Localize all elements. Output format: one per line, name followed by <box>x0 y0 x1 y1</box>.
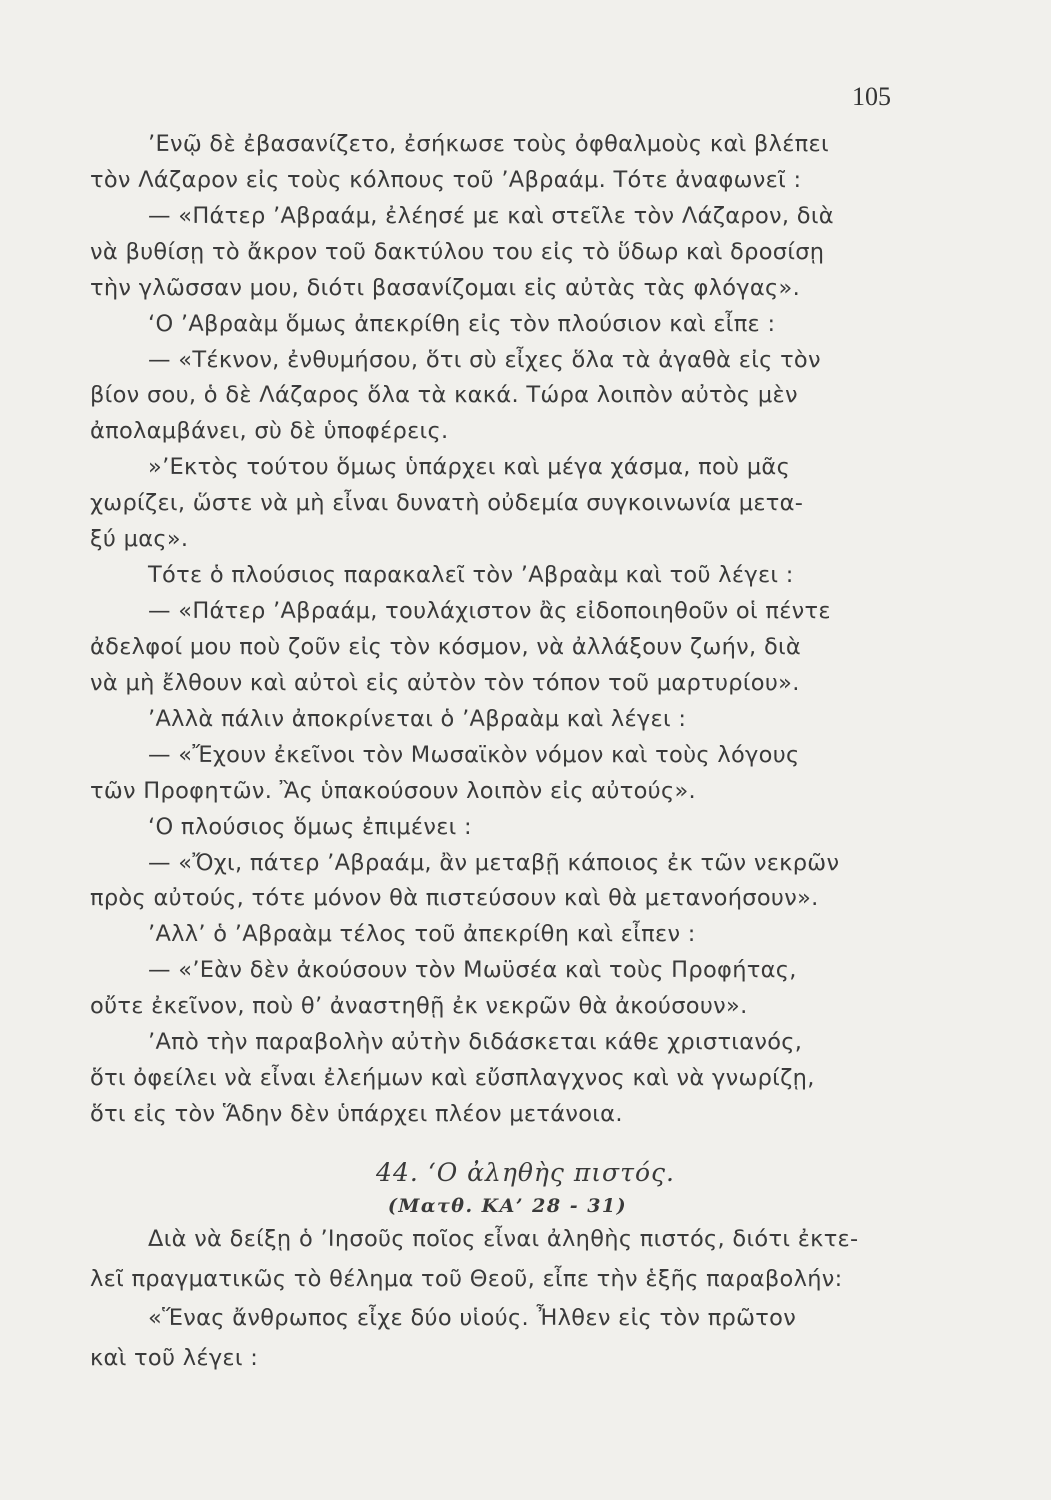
text-line: ’Αλλ’ ὁ ’Αβραὰμ τέλος τοῦ ἀπεκρίθη καὶ εἶπεν : <box>148 921 696 948</box>
text-line: Τότε ὁ πλούσιος παρακαλεῖ τὸν ’Αβραὰμ καὶ τοῦ λέγει : <box>148 562 794 589</box>
text-line: πρὸς αὐτούς, τότε μόνον θὰ πιστεύσουν καὶ θὰ μετανοήσουν». <box>90 885 819 912</box>
text-line: ‘Ο ’Αβραὰμ ὅμως ἀπεκρίθη εἰς τὸν πλούσιον καὶ εἶπε : <box>148 310 776 337</box>
text-line: — «Ὄχι, πάτερ ’Αβραάμ, ἂν μεταβῇ κάποιος ἐκ τῶν νεκρῶν <box>148 849 840 876</box>
text-line: ὅτι ὀφείλει νὰ εἶναι ἐλεήμων καὶ εὔσπλαγχνος καὶ νὰ γνωρίζῃ, <box>90 1065 815 1092</box>
text-line: λεῖ πραγματικῶς τὸ θέλημα τοῦ Θεοῦ, εἶπε τὴν ἑξῆς παραβολήν: <box>90 1265 843 1292</box>
text-line: — «’Εὰν δὲν ἀκούσουν τὸν Μωϋσέα καὶ τοὺς Προφήτας, <box>148 957 797 984</box>
text-line: τῶν Προφητῶν. Ἂς ὑπακούσουν λοιπὸν εἰς αὐτούς». <box>90 777 697 804</box>
text-line: Διὰ νὰ δείξῃ ὁ ’Ιησοῦς ποῖος εἶναι ἀληθὴς πιστός, διότι ἐκτε- <box>148 1226 859 1252</box>
text-line: τὴν γλῶσσαν μου, διότι βασανίζομαι εἰς αὐτὰς τὰς φλόγας». <box>90 274 801 301</box>
text-line: καὶ τοῦ λέγει : <box>90 1344 259 1371</box>
text-line: — «Πάτερ ’Αβραάμ, ἐλέησέ με καὶ στεῖλε τὸν Λάζαρον, διὰ <box>148 202 834 229</box>
text-line: ξύ μας». <box>90 526 189 553</box>
text-line: — «Τέκνον, ἐνθυμήσου, ὅτι σὺ εἶχες ὅλα τὰ ἀγαθὰ εἰς τὸν <box>148 346 821 373</box>
text-line: ὅτι εἰς τὸν Ἅδην δὲν ὑπάρχει πλέον μετάνοια. <box>90 1101 623 1127</box>
text-line: ’Αλλὰ πάλιν ἀποκρίνεται ὁ ’Αβραὰμ καὶ λέγει : <box>148 705 687 732</box>
text-line: οὔτε ἐκεῖνον, ποὺ θ’ ἀναστηθῇ ἐκ νεκρῶν θὰ ἀκούσουν». <box>90 993 748 1020</box>
text-line: «Ἕνας ἄνθρωπος εἶχε δύο υἱούς. Ἦλθεν εἰς τὸν πρῶτον <box>148 1305 797 1331</box>
text-line: ἀδελφοί μου ποὺ ζοῦν εἰς τὸν κόσμον, νὰ ἀλλάξουν ζωήν, διὰ <box>90 633 802 660</box>
text-line: »’Εκτὸς τούτου ὅμως ὑπάρχει καὶ μέγα χάσμα, ποὺ μᾶς <box>148 454 791 481</box>
section-reference: (Ματθ. ΚΑ’ 28 - 31) <box>387 1195 628 1217</box>
text-line: βίον σου, ὁ δὲ Λάζαρος ὅλα τὰ κακά. Τώρα λοιπὸν αὐτὸς μὲν <box>90 382 798 409</box>
text-line: νὰ βυθίσῃ τὸ ἄκρον τοῦ δακτύλου του εἰς τὸ ὕδωρ καὶ δροσίσῃ <box>90 238 825 265</box>
page-number: 105 <box>852 82 891 111</box>
text-line: — «Ἔχουν ἐκεῖνοι τὸν Μωσαϊκὸν νόμον καὶ τοὺς λόγους <box>148 741 800 768</box>
section-title: 44. ‘Ο ἀληθὴς πιστός. <box>376 1158 675 1187</box>
text-line: ‘Ο πλούσιος ὅμως ἐπιμένει : <box>148 813 472 840</box>
text-line: ’Απὸ τὴν παραβολὴν αὐτὴν διδάσκεται κάθε χριστιανός, <box>148 1029 803 1056</box>
text-line: τὸν Λάζαρον εἰς τοὺς κόλπους τοῦ ’Αβραάμ. Τότε ἀναφωνεῖ : <box>90 166 802 193</box>
text-line: ’Ενῷ δὲ ἐβασανίζετο, ἐσήκωσε τοὺς ὀφθαλμοὺς καὶ βλέπει <box>148 131 829 157</box>
text-line: χωρίζει, ὥστε νὰ μὴ εἶναι δυνατὴ οὐδεμία συγκοινωνία μετα- <box>90 490 804 517</box>
text-line: ἀπολαμβάνει, σὺ δὲ ὑποφέρεις. <box>90 418 449 445</box>
text-line: νὰ μὴ ἔλθουν καὶ αὐτοὶ εἰς αὐτὸν τὸν τόπον τοῦ μαρτυρίου». <box>90 669 800 696</box>
text-line: — «Πάτερ ’Αβραάμ, τουλάχιστον ἂς εἰδοποιηθοῦν οἱ πέντε <box>148 598 831 625</box>
